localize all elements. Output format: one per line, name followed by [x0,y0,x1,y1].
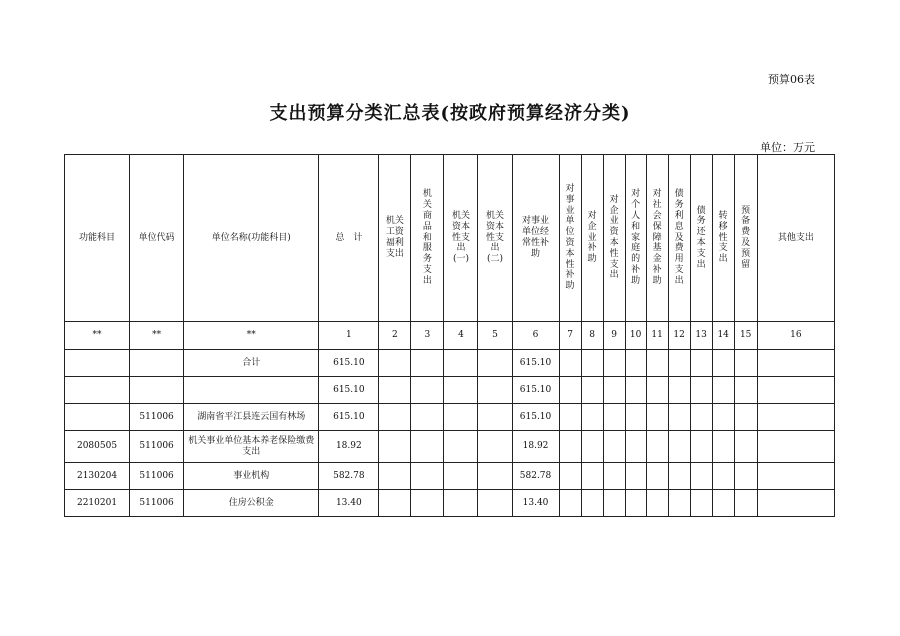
header-c8: 对 企 业 补 助 [581,155,603,322]
func-code-cell [65,350,130,377]
c6-cell: 615.10 [512,377,559,404]
index-cell: ** [65,322,130,350]
func-code-cell [65,377,130,404]
unit-name-cell: 事业机构 [184,463,319,490]
header-c7: 对 事 业 单 位 资 本 性 补 助 [559,155,581,322]
budget-table [64,154,835,517]
header-c12: 债 务 利 息 及 费 用 支 出 [668,155,690,322]
index-cell: 12 [668,322,690,350]
index-cell: 2 [379,322,411,350]
unit-name-cell: 机关事业单位基本养老保险缴费支出 [184,431,319,463]
header-c16: 其他支出 [757,155,834,322]
index-cell: 9 [603,322,625,350]
func-code-cell [65,404,130,431]
header-c13: 债 务 还 本 支 出 [690,155,712,322]
index-cell: 3 [411,322,444,350]
index-cell: ** [130,322,184,350]
header-c4: 机关 资本 性支 出 (一) [444,155,478,322]
page-title: 支出预算分类汇总表(按政府预算经济分类) [269,103,631,124]
index-cell: 6 [512,322,559,350]
table-row [65,404,835,431]
func-code-cell: 2130204 [65,463,130,490]
total-cell: 615.10 [319,377,379,404]
header-unit-code: 单位代码 [130,155,184,322]
unit-code-cell [130,350,184,377]
total-cell: 18.92 [319,431,379,463]
header-c6: 对事业 单位经 常性补 助 [512,155,559,322]
unit-name-cell: 湖南省平江县连云国有林场 [184,404,319,431]
unit-code-cell: 511006 [130,431,184,463]
total-cell: 13.40 [319,490,379,517]
header-c14: 转 移 性 支 出 [712,155,734,322]
unit-code-cell: 511006 [130,490,184,517]
table-row [65,377,835,404]
unit-code-cell: 511006 [130,463,184,490]
header-c11: 对 社 会 保 障 基 金 补 助 [646,155,668,322]
table-row [65,350,835,377]
func-code-cell: 2210201 [65,490,130,517]
c6-cell: 18.92 [512,431,559,463]
index-cell: 11 [646,322,668,350]
unit-name-cell [184,377,319,404]
index-cell: 7 [559,322,581,350]
form-number: 预算06表 [768,73,815,86]
header-unit-name: 单位名称(功能科目) [184,155,319,322]
index-row [65,322,835,350]
table-row [65,463,835,490]
index-cell: 8 [581,322,603,350]
index-cell: 5 [478,322,512,350]
index-cell: 15 [734,322,757,350]
index-cell: 4 [444,322,478,350]
unit-code-cell [130,377,184,404]
index-cell: 1 [319,322,379,350]
total-cell: 615.10 [319,350,379,377]
total-cell: 615.10 [319,404,379,431]
total-cell: 582.78 [319,463,379,490]
unit-code-cell: 511006 [130,404,184,431]
header-total: 总 计 [319,155,379,322]
header-func-code: 功能科目 [65,155,130,322]
index-cell: ** [184,322,319,350]
header-row [65,155,835,322]
header-c15: 预 备 费 及 预 留 [734,155,757,322]
index-cell: 10 [625,322,646,350]
func-code-cell: 2080505 [65,431,130,463]
header-c5: 机关 资本 性支 出 (二) [478,155,512,322]
header-c3: 机 关 商 品 和 服 务 支 出 [411,155,444,322]
c6-cell: 615.10 [512,350,559,377]
index-cell: 13 [690,322,712,350]
unit-name-cell: 合计 [184,350,319,377]
header-c10: 对 个 人 和 家 庭 的 补 助 [625,155,646,322]
c6-cell: 582.78 [512,463,559,490]
unit-label: 单位：万元 [760,141,815,154]
header-c2: 机关 工资 福利 支出 [379,155,411,322]
table-row [65,490,835,517]
table-row [65,431,835,463]
c6-cell: 615.10 [512,404,559,431]
index-cell: 16 [757,322,834,350]
header-c9: 对 企 业 资 本 性 支 出 [603,155,625,322]
index-cell: 14 [712,322,734,350]
c6-cell: 13.40 [512,490,559,517]
unit-name-cell: 住房公积金 [184,490,319,517]
